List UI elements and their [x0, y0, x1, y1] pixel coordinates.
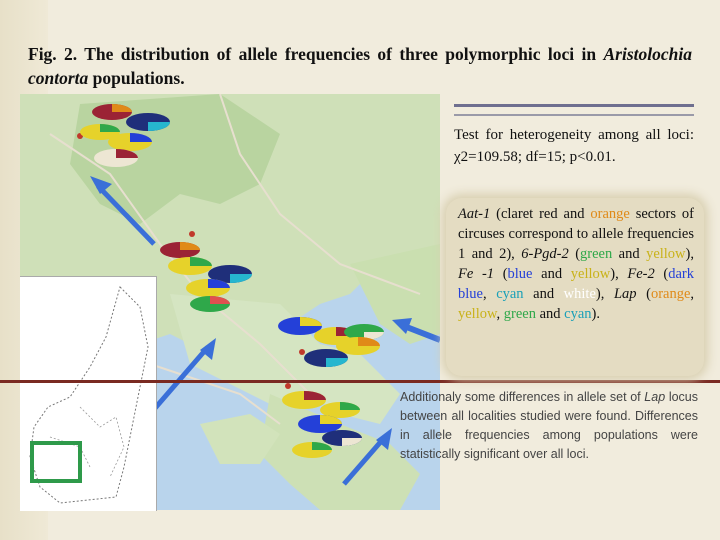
legend-fragment: ),: [595, 286, 614, 302]
legend-box: [446, 198, 704, 376]
caption-text: Fig. 2. The distribution of allele frequencies of three polymorphic loci in: [28, 44, 604, 64]
color-word-cyan: cyan: [564, 306, 592, 322]
legend-text: [458, 204, 694, 324]
locus-6pgd2: 6-Pgd-2: [521, 246, 569, 262]
caption-species: Aristolochia contorta: [28, 44, 692, 88]
legend-fragment: ,: [690, 286, 695, 302]
color-word-green: green: [580, 246, 613, 262]
caption-text-end: populations.: [88, 68, 185, 88]
locus-aat1: Aat-1: [458, 206, 491, 222]
figure-caption: [28, 42, 692, 90]
note-locus-lap: Lap: [644, 390, 666, 404]
legend-fragment: (: [654, 266, 669, 282]
color-word-orange: orange: [650, 286, 691, 302]
inset-highlight-box: [32, 443, 80, 481]
color-word-yellow: yellow: [646, 246, 686, 262]
stats-box: [446, 94, 704, 194]
legend-fragment: ).: [591, 306, 601, 322]
heterogeneity-test-text: Test for heterogeneity among all loci: χ2=109.58; df=15; p<0.01.: [454, 127, 694, 165]
legend-fragment: and: [612, 246, 647, 262]
legend-fragment: sectors of circuses correspond to allele frequencies 1 and 2),: [458, 206, 694, 262]
color-word-yellow: yellow: [570, 266, 611, 282]
color-word-orange: orange: [590, 206, 630, 222]
legend-fragment: ,: [482, 286, 497, 302]
legend-fragment: and: [532, 266, 571, 282]
locus-lap: Lap: [613, 286, 637, 302]
inset-map: [20, 276, 157, 511]
legend-fragment: ),: [685, 246, 694, 262]
inset-map-graphic: [20, 277, 156, 511]
color-word-yellow: yellow: [458, 306, 497, 322]
additional-note: [400, 388, 698, 464]
legend-fragment: and: [523, 286, 564, 302]
color-word-blue: blue: [507, 266, 533, 282]
note-text-end: locus between all localities studied were found. Differences in allele frequencies among populations were statistically significant over all loci.: [400, 390, 698, 461]
legend-fragment: (claret red and: [490, 206, 591, 222]
color-word-dark-blue: dark blue: [458, 266, 694, 302]
color-word-cyan: cyan: [496, 286, 524, 302]
legend-fragment: (: [636, 286, 651, 302]
legend-fragment: (: [494, 266, 508, 282]
color-word-green: green: [503, 306, 536, 322]
locus-fe1: Fe -1: [458, 266, 495, 282]
legend-fragment: ),: [610, 266, 628, 282]
locus-fe2: Fe-2: [627, 266, 655, 282]
legend-fragment: and: [535, 306, 565, 322]
legend-fragment: ,: [496, 306, 504, 322]
decorative-rule: [0, 380, 720, 383]
color-word-white: white: [563, 286, 596, 302]
decorative-bars: [454, 104, 694, 116]
note-text: Additionaly some differences in allele set of: [400, 390, 645, 404]
legend-fragment: (: [568, 246, 581, 262]
